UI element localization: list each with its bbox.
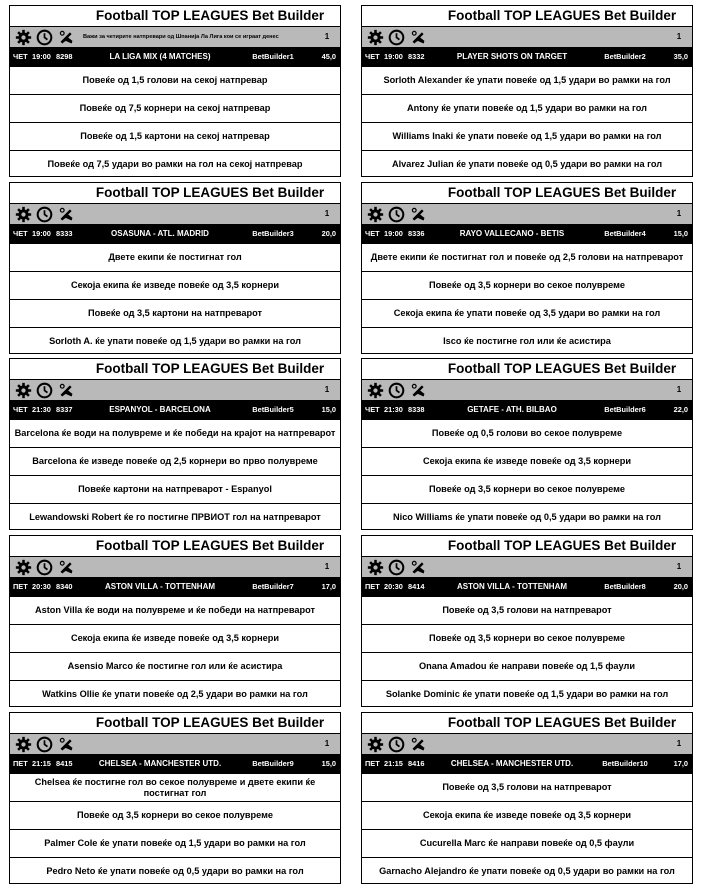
bet-builder-label: BetBuilder2 xyxy=(604,52,646,61)
bet-selection[interactable]: Двете екипи ќе постигнат гол и повеќе од 2,5 голови на натпреварот xyxy=(362,243,692,271)
icon-group xyxy=(362,557,432,577)
match-odds: 15,0 xyxy=(321,405,336,414)
selection-count: 1 xyxy=(676,739,682,748)
selection-count: 1 xyxy=(676,562,682,571)
bet-selection[interactable]: Повеќе од 1,5 голови на секој натпревар xyxy=(10,66,340,94)
bet-selection[interactable]: Barcelona ќе изведе повеќе од 2,5 корнери во прво полувреме xyxy=(10,447,340,475)
icon-group xyxy=(10,734,80,754)
match-code: 8332 xyxy=(408,52,425,61)
card-title: Football TOP LEAGUES Bet Builder xyxy=(95,361,325,376)
selection-count: 1 xyxy=(676,385,682,394)
card-title-row xyxy=(362,183,692,203)
picks-list xyxy=(10,419,340,531)
bet-selection[interactable]: Повеќе од 3,5 голови на натпреварот xyxy=(362,596,692,624)
boot-icon xyxy=(409,558,427,576)
card-header-bar xyxy=(362,26,692,47)
bet-selection[interactable]: Секоја екипа ќе изведе повеќе од 3,5 корнери xyxy=(10,271,340,299)
title-spacer xyxy=(10,359,80,379)
picks-list xyxy=(10,596,340,708)
match-day: ЧЕТ xyxy=(365,229,380,238)
boot-icon xyxy=(57,735,75,753)
picks-list xyxy=(362,243,692,355)
match-time: 19:00 xyxy=(32,229,51,238)
icon-group xyxy=(10,204,80,224)
icon-group xyxy=(362,380,432,400)
card-title-row xyxy=(10,6,340,26)
bet-selection[interactable]: Повеќе картони на натпреварот - Espanyol xyxy=(10,475,340,503)
bet-builder-label: BetBuilder7 xyxy=(252,582,294,591)
bet-builder-card xyxy=(361,182,693,354)
match-odds: 15,0 xyxy=(673,229,688,238)
bet-selection[interactable]: Sorloth Alexander ќе упати повеќе од 1,5 удари во рамки на гол xyxy=(362,66,692,94)
card-description: Важи за четирите натпревари од Шпанија Ла Лига кои се играат денес xyxy=(83,34,279,40)
selection-count: 1 xyxy=(324,385,330,394)
card-title-row xyxy=(362,6,692,26)
clock-icon xyxy=(388,558,406,576)
bet-builder-label: BetBuilder8 xyxy=(604,582,646,591)
match-day: ЧЕТ xyxy=(13,405,28,414)
card-title: Football TOP LEAGUES Bet Builder xyxy=(95,185,325,200)
match-code: 8333 xyxy=(56,229,73,238)
boot-icon xyxy=(409,381,427,399)
match-name: GETAFE - ATH. BILBAO xyxy=(467,405,557,414)
match-name: CHELSEA - MANCHESTER UTD. xyxy=(450,759,574,768)
bet-selection[interactable]: Секоја екипа ќе изведе повеќе од 3,5 корнери xyxy=(362,801,692,829)
card-title: Football TOP LEAGUES Bet Builder xyxy=(95,8,325,23)
gear-icon xyxy=(367,381,385,399)
match-time: 19:00 xyxy=(384,52,403,61)
card-header-bar xyxy=(362,556,692,577)
card-description xyxy=(432,204,666,224)
bet-selection[interactable]: Isco ќе постигне гол или ќе асистира xyxy=(362,327,692,355)
title-spacer xyxy=(362,6,432,26)
match-time: 21:30 xyxy=(384,405,403,414)
match-code: 8336 xyxy=(408,229,425,238)
match-row[interactable] xyxy=(362,224,692,243)
bet-selection[interactable]: Solanke Dominic ќе упати повеќе од 1,5 удари во рамки на гол xyxy=(362,680,692,708)
match-time: 20:30 xyxy=(384,582,403,591)
bet-selection[interactable]: Повеќе од 7,5 удари во рамки на гол на секој натпревар xyxy=(10,150,340,178)
bet-selection[interactable]: Garnacho Alejandro ќе упати повеќе од 0,5 удари во рамки на гол xyxy=(362,857,692,885)
gear-icon xyxy=(15,381,33,399)
card-title-row xyxy=(10,536,340,556)
clock-icon xyxy=(36,558,54,576)
match-row[interactable] xyxy=(362,47,692,66)
bet-selection[interactable]: Aston Villa ќе води на полувреме и ќе победи на натпреварот xyxy=(10,596,340,624)
card-title: Football TOP LEAGUES Bet Builder xyxy=(447,715,677,730)
match-odds: 35,0 xyxy=(673,52,688,61)
bet-selection[interactable]: Повеќе од 3,5 корнери во секое полувреме xyxy=(362,475,692,503)
picks-list xyxy=(10,243,340,355)
bet-selection[interactable]: Sorloth A. ќе упати повеќе од 1,5 удари во рамки на гол xyxy=(10,327,340,355)
bet-builder-label: BetBuilder9 xyxy=(252,759,294,768)
match-day: ПЕТ xyxy=(13,759,28,768)
card-description xyxy=(432,27,666,47)
boot-icon xyxy=(409,735,427,753)
match-odds: 15,0 xyxy=(321,759,336,768)
title-spacer xyxy=(10,713,80,733)
bet-selection[interactable]: Секоја екипа ќе изведе повеќе од 3,5 корнери xyxy=(362,447,692,475)
card-description xyxy=(80,734,314,754)
boot-icon xyxy=(57,558,75,576)
gear-icon xyxy=(367,205,385,223)
picks-list xyxy=(362,419,692,531)
match-odds: 20,0 xyxy=(673,582,688,591)
match-row[interactable] xyxy=(10,224,340,243)
card-description xyxy=(432,380,666,400)
title-spacer xyxy=(362,183,432,203)
bet-selection[interactable]: Antony ќе упати повеќе од 1,5 удари во рамки на гол xyxy=(362,94,692,122)
bet-selection[interactable]: Palmer Cole ќе упати повеќе од 1,5 удари во рамки на гол xyxy=(10,829,340,857)
clock-icon xyxy=(36,205,54,223)
match-row[interactable] xyxy=(362,577,692,596)
gear-icon xyxy=(367,735,385,753)
card-description xyxy=(80,380,314,400)
match-name: RAYO VALLECANO - BETIS xyxy=(459,229,565,238)
match-day: ЧЕТ xyxy=(365,52,380,61)
picks-list xyxy=(362,596,692,708)
bet-builder-label: BetBuilder10 xyxy=(602,759,648,768)
card-title: Football TOP LEAGUES Bet Builder xyxy=(447,538,677,553)
match-code: 8298 xyxy=(56,52,73,61)
card-header-bar xyxy=(10,26,340,47)
bet-selection[interactable]: Повеќе од 3,5 корнери во секое полувреме xyxy=(362,271,692,299)
match-day: ЧЕТ xyxy=(13,52,28,61)
selection-count: 1 xyxy=(324,209,330,218)
title-spacer xyxy=(362,359,432,379)
match-odds: 45,0 xyxy=(321,52,336,61)
picks-list xyxy=(362,773,692,885)
match-time: 21:15 xyxy=(384,759,403,768)
gear-icon xyxy=(367,558,385,576)
bet-builder-label: BetBuilder6 xyxy=(604,405,646,414)
match-name: ASTON VILLA - TOTTENHAM xyxy=(456,582,568,591)
match-row[interactable] xyxy=(362,754,692,773)
bet-builder-card xyxy=(9,358,341,530)
bet-selection[interactable]: Alvarez Julian ќе упати повеќе од 0,5 удари во рамки на гол xyxy=(362,150,692,178)
icon-group xyxy=(362,27,432,47)
card-header-bar xyxy=(10,203,340,224)
match-code: 8337 xyxy=(56,405,73,414)
match-day: ЧЕТ xyxy=(365,405,380,414)
card-title: Football TOP LEAGUES Bet Builder xyxy=(95,538,325,553)
clock-icon xyxy=(388,381,406,399)
card-title-row xyxy=(362,359,692,379)
card-header-bar xyxy=(10,379,340,400)
selection-count: 1 xyxy=(676,209,682,218)
bet-selection[interactable]: Watkins Ollie ќе упати повеќе од 2,5 удари во рамки на гол xyxy=(10,680,340,708)
card-title: Football TOP LEAGUES Bet Builder xyxy=(447,361,677,376)
match-time: 21:15 xyxy=(32,759,51,768)
bet-builder-label: BetBuilder3 xyxy=(252,229,294,238)
icon-group xyxy=(10,380,80,400)
card-title: Football TOP LEAGUES Bet Builder xyxy=(447,8,677,23)
match-day: ЧЕТ xyxy=(13,229,28,238)
bet-selection[interactable]: Повеќе од 3,5 корнери во секое полувреме xyxy=(362,624,692,652)
match-day: ПЕТ xyxy=(13,582,28,591)
bet-selection[interactable]: Повеќе од 7,5 корнери на секој натпревар xyxy=(10,94,340,122)
bet-builder-card xyxy=(361,358,693,530)
bet-builder-card xyxy=(9,712,341,884)
bet-selection[interactable]: Barcelona ќе води на полувреме и ќе победи на крајот на натпреварот xyxy=(10,419,340,447)
card-header-bar xyxy=(10,556,340,577)
match-code: 8416 xyxy=(408,759,425,768)
match-name: CHELSEA - MANCHESTER UTD. xyxy=(98,759,222,768)
gear-icon xyxy=(367,28,385,46)
bet-builder-card xyxy=(9,182,341,354)
bet-selection[interactable]: Lewandowski Robert ќе го постигне ПРВИОТ гол на натпреварот xyxy=(10,503,340,531)
boot-icon xyxy=(409,28,427,46)
selection-count: 1 xyxy=(324,739,330,748)
bet-builder-label: BetBuilder5 xyxy=(252,405,294,414)
bet-selection[interactable]: Williams Inaki ќе упати повеќе од 1,5 удари во рамки на гол xyxy=(362,122,692,150)
gear-icon xyxy=(15,735,33,753)
match-time: 19:00 xyxy=(384,229,403,238)
card-title: Football TOP LEAGUES Bet Builder xyxy=(447,185,677,200)
title-spacer xyxy=(10,183,80,203)
title-spacer xyxy=(10,536,80,556)
picks-list xyxy=(10,773,340,885)
card-title: Football TOP LEAGUES Bet Builder xyxy=(95,715,325,730)
bet-selection[interactable]: Pedro Neto ќе упати повеќе од 0,5 удари во рамки на гол xyxy=(10,857,340,885)
match-odds: 17,0 xyxy=(321,582,336,591)
match-name: ASTON VILLA - TOTTENHAM xyxy=(104,582,216,591)
card-title-row xyxy=(362,536,692,556)
match-code: 8415 xyxy=(56,759,73,768)
gear-icon xyxy=(15,28,33,46)
bet-builder-card xyxy=(361,5,693,177)
match-odds: 20,0 xyxy=(321,229,336,238)
match-odds: 22,0 xyxy=(673,405,688,414)
boot-icon xyxy=(57,205,75,223)
bet-selection[interactable]: Повеќе од 3,5 корнери во секое полувреме xyxy=(10,801,340,829)
match-code: 8338 xyxy=(408,405,425,414)
match-time: 20:30 xyxy=(32,582,51,591)
gear-icon xyxy=(15,558,33,576)
title-spacer xyxy=(10,6,80,26)
match-day: ПЕТ xyxy=(365,582,380,591)
icon-group xyxy=(10,27,80,47)
bet-builder-label: BetBuilder1 xyxy=(252,52,294,61)
card-description xyxy=(432,734,666,754)
selection-count: 1 xyxy=(324,562,330,571)
boot-icon xyxy=(57,381,75,399)
card-description xyxy=(432,557,666,577)
match-time: 19:00 xyxy=(32,52,51,61)
match-code: 8414 xyxy=(408,582,425,591)
match-row[interactable] xyxy=(10,400,340,419)
match-row[interactable] xyxy=(10,577,340,596)
clock-icon xyxy=(36,28,54,46)
match-time: 21:30 xyxy=(32,405,51,414)
clock-icon xyxy=(388,735,406,753)
clock-icon xyxy=(36,735,54,753)
match-odds: 17,0 xyxy=(673,759,688,768)
bet-builder-card xyxy=(9,535,341,707)
icon-group xyxy=(362,734,432,754)
card-title-row xyxy=(10,713,340,733)
selection-count: 1 xyxy=(676,32,682,41)
card-title-row xyxy=(362,713,692,733)
bet-selection[interactable]: Секоја екипа ќе упати повеќе од 3,5 удари во рамки на гол xyxy=(362,299,692,327)
selection-count: 1 xyxy=(324,32,330,41)
card-description xyxy=(80,204,314,224)
card-title-row xyxy=(10,183,340,203)
bet-selection[interactable]: Nico Williams ќе упати повеќе од 0,5 удари во рамки на гол xyxy=(362,503,692,531)
picks-list xyxy=(362,66,692,178)
match-name: PLAYER SHOTS ON TARGET xyxy=(456,52,568,61)
match-row[interactable] xyxy=(362,400,692,419)
bet-selection[interactable]: Chelsea ќе постигне гол во секое полувреме и двете екипи ќе постигнат гол xyxy=(10,773,340,801)
icon-group xyxy=(362,204,432,224)
bet-selection[interactable]: Повеќе од 0,5 голови во секое полувреме xyxy=(362,419,692,447)
bet-selection[interactable]: Cucurella Marc ќе направи повеќе од 0,5 фаули xyxy=(362,829,692,857)
bet-selection[interactable]: Onana Amadou ќе направи повеќе од 1,5 фаули xyxy=(362,652,692,680)
match-name: LA LIGA MIX (4 MATCHES) xyxy=(109,52,211,61)
match-code: 8340 xyxy=(56,582,73,591)
clock-icon xyxy=(388,205,406,223)
bet-builder-label: BetBuilder4 xyxy=(604,229,646,238)
card-description xyxy=(80,557,314,577)
bet-selection[interactable]: Двете екипи ќе постигнат гол xyxy=(10,243,340,271)
match-name: ESPANYOL - BARCELONA xyxy=(109,405,211,414)
card-header-bar xyxy=(362,379,692,400)
card-title-row xyxy=(10,359,340,379)
match-day: ПЕТ xyxy=(365,759,380,768)
bet-selection[interactable]: Секоја екипа ќе изведе повеќе од 3,5 корнери xyxy=(10,624,340,652)
card-header-bar xyxy=(362,203,692,224)
title-spacer xyxy=(362,536,432,556)
match-name: OSASUNA - ATL. MADRID xyxy=(111,229,209,238)
gear-icon xyxy=(15,205,33,223)
bet-selection[interactable]: Повеќе од 1,5 картони на секој натпревар xyxy=(10,122,340,150)
bet-selection[interactable]: Asensio Marco ќе постигне гол или ќе асистира xyxy=(10,652,340,680)
match-row[interactable] xyxy=(10,754,340,773)
bet-builder-card xyxy=(361,535,693,707)
bet-selection[interactable]: Повеќе од 3,5 картони на натпреварот xyxy=(10,299,340,327)
bet-selection[interactable]: Повеќе од 3,5 голови на натпреварот xyxy=(362,773,692,801)
clock-icon xyxy=(388,28,406,46)
title-spacer xyxy=(362,713,432,733)
boot-icon xyxy=(409,205,427,223)
card-header-bar xyxy=(362,733,692,754)
match-row[interactable] xyxy=(10,47,340,66)
bet-builder-card xyxy=(361,712,693,884)
bet-builder-card xyxy=(9,5,341,177)
icon-group xyxy=(10,557,80,577)
boot-icon xyxy=(57,28,75,46)
picks-list xyxy=(10,66,340,178)
card-header-bar xyxy=(10,733,340,754)
clock-icon xyxy=(36,381,54,399)
